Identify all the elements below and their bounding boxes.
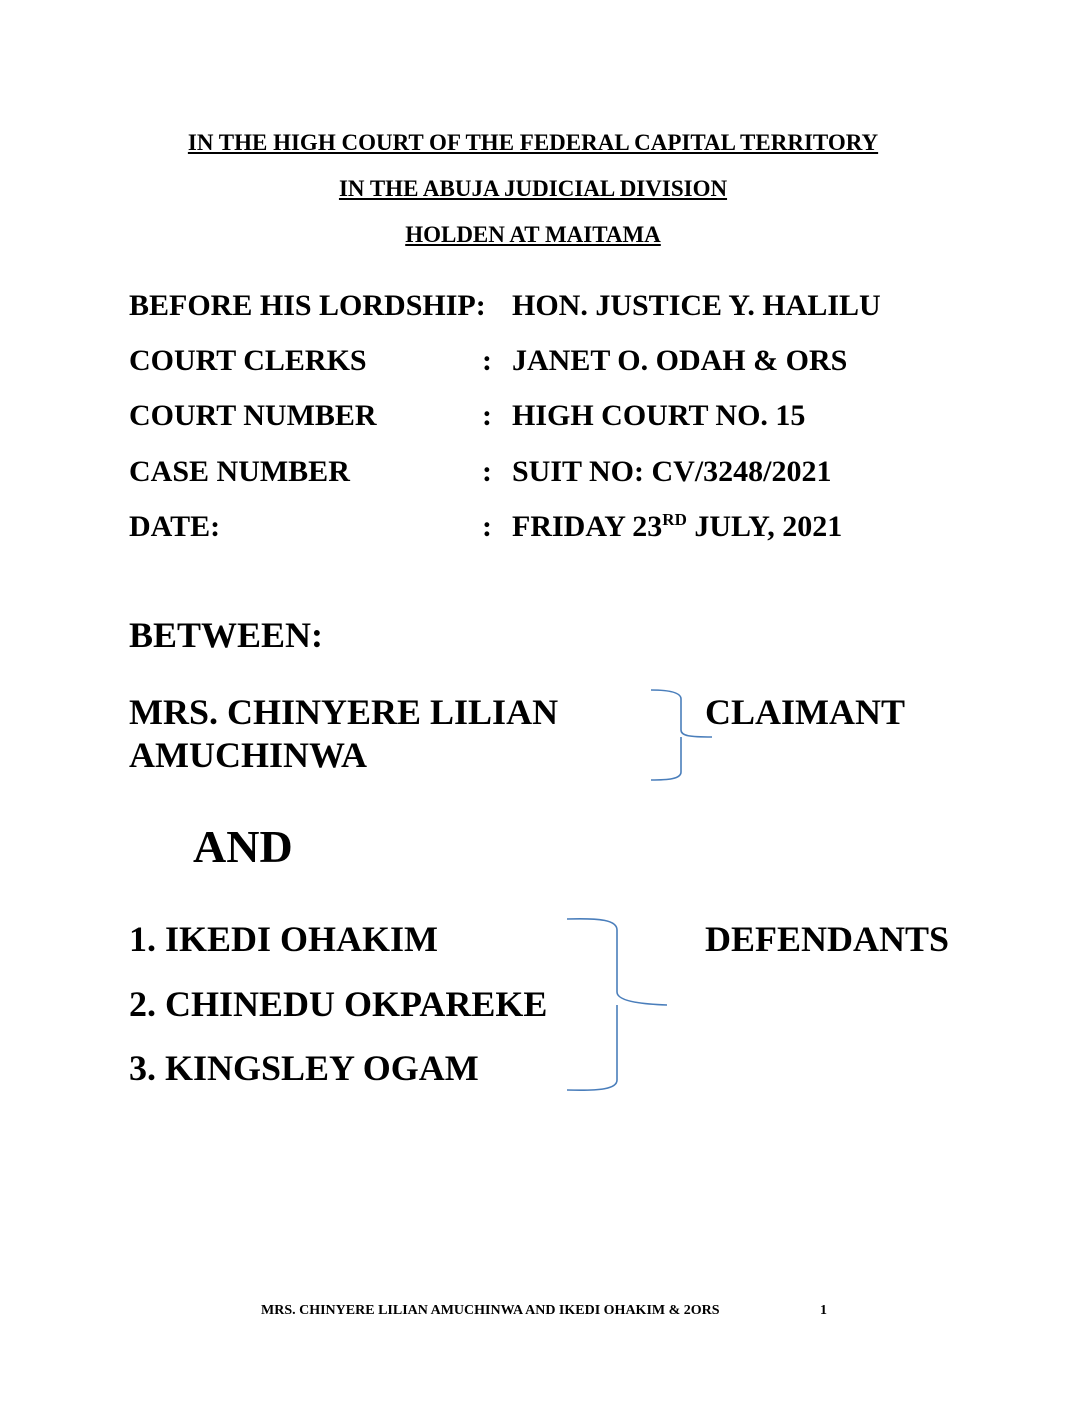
- claimant-role: CLAIMANT: [705, 692, 906, 732]
- claimant-name-line-1: MRS. CHINYERE LILIAN: [129, 692, 559, 732]
- info-colon: :: [482, 399, 492, 432]
- info-label: COURT NUMBER: [129, 399, 377, 432]
- court-heading-line-1: IN THE HIGH COURT OF THE FEDERAL CAPITAL TERRITORY: [187, 130, 879, 155]
- date-day: FRIDAY 23: [512, 510, 663, 543]
- info-label: BEFORE HIS LORDSHIP:: [129, 289, 486, 322]
- info-colon: :: [482, 455, 492, 488]
- info-value: HON. JUSTICE Y. HALILU: [512, 289, 881, 322]
- and-label: AND: [193, 821, 293, 872]
- info-value: HIGH COURT NO. 15: [512, 399, 806, 432]
- claimant-name-line-2: AMUCHINWA: [129, 735, 367, 775]
- info-value: JANET O. ODAH & ORS: [512, 344, 848, 377]
- defendant-item: 2. CHINEDU OKPAREKE: [129, 984, 548, 1024]
- claimant-brace: [651, 690, 712, 780]
- info-value: SUIT NO: CV/3248/2021: [512, 455, 832, 488]
- court-heading-line-3: HOLDEN AT MAITAMA: [405, 222, 661, 247]
- info-colon: :: [482, 344, 492, 377]
- court-heading-line-2: IN THE ABUJA JUDICIAL DIVISION: [338, 176, 728, 201]
- between-label: BETWEEN:: [129, 615, 324, 655]
- info-label: COURT CLERKS: [129, 344, 367, 377]
- defendant-item: 3. KINGSLEY OGAM: [129, 1048, 479, 1088]
- defendants-role: DEFENDANTS: [705, 919, 950, 959]
- date-ordinal-suffix: RD: [662, 510, 687, 529]
- date-month-year: JULY, 2021: [686, 510, 843, 543]
- info-label: DATE:: [129, 510, 221, 543]
- footer-case-title: MRS. CHINYERE LILIAN AMUCHINWA AND IKEDI OHAKIM & 2ORS: [261, 1303, 720, 1318]
- defendant-item: 1. IKEDI OHAKIM: [129, 919, 439, 959]
- defendants-brace: [567, 919, 667, 1090]
- info-colon: :: [482, 510, 492, 543]
- page-number: 1: [820, 1303, 827, 1318]
- info-label: CASE NUMBER: [129, 455, 350, 488]
